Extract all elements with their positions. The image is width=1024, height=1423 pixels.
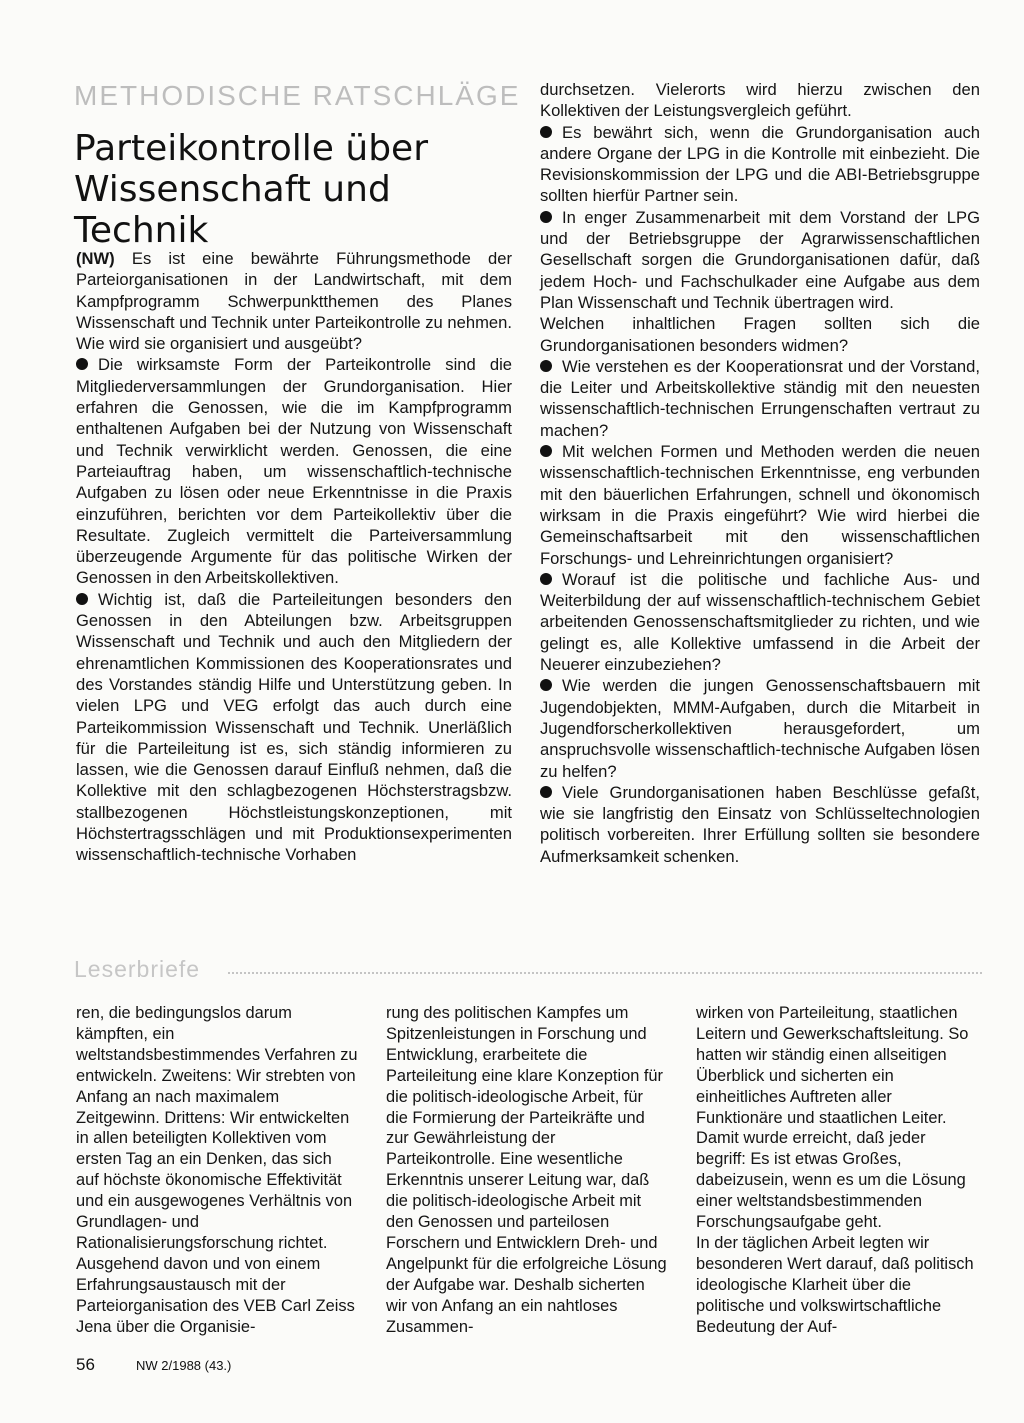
paragraph-text: durchsetzen. Vielerorts wird hierzu zwischen den Kollektiven der Leistungsvergleich geführt.: [540, 80, 980, 121]
issue-reference: NW 2/1988 (43.): [136, 1358, 232, 1373]
bullet-icon: [540, 126, 552, 138]
bullet-icon: [540, 211, 552, 223]
bullet-icon: [76, 593, 88, 605]
paragraph-text: In der täglichen Arbeit legten wir besonderen Wert darauf, daß politisch ideologische Klarheit über die politische und volkswirtschaftliche Bedeutung der Auf-: [696, 1233, 974, 1336]
paragraph: [540, 441, 980, 569]
paragraph: [540, 782, 980, 867]
paragraph-text: Wichtig ist, daß die Parteileitungen besonders den Genossen in den Abteilungen bzw. Arbeitsgruppen Wissenschaft und Technik und auch den Mitgliedern der ehrenamtlichen Kommissionen des Kooperationsrates und des Vorstandes ständig Hilfe und Unterstützung geben. In vielen LPG und VEG erfolgt das auch durch eine Parteikommission Wissenschaft und Technik. Unerläßlich für die Parteileitung ist es, sich ständig informieren zu lassen, wie die Genossen darauf Einfluß nehmen, daß die Kollektive mit den schlagbezogenen Höchsterstragsbzw. stallbezogenen Höchstleistungskonzeptionen, mit Höchstertragsschlägen und mit Produktionsexperimenten wissenschaftlich-technische Vorhaben: [76, 589, 512, 865]
bullet-icon: [540, 786, 552, 798]
paragraph: [386, 1003, 668, 1338]
paragraph: [76, 248, 512, 333]
article-column-2: [540, 79, 980, 867]
paragraph-text: Es bewährt sich, wenn die Grundorganisation auch andere Organe der LPG in die Kontrolle mit einbezieht. Die Revisionskommission der LPG und die ABI-Betriebsgruppe sollten hierfür Partner sein.: [540, 122, 980, 206]
paragraph-text: In enger Zusammenarbeit mit dem Vorstand der LPG und der Betriebsgruppe der Agrarwissenschaftlichen Gesellschaft sorgen die Grundorganisationen dafür, daß jedem Hoch- und Fachschulkader eine Aufgabe aus dem Plan Wissenschaft und Technik übertragen wird.: [540, 207, 980, 312]
paragraph-text: Die wirksamste Form der Parteikontrolle sind die Mitgliederversammlungen der Grundorganisation. Hier erfahren die Genossen, wie die im Kampfprogramm enthaltenen Aufgaben bei der Nutzung von Wissenschaft und Technik verwirklicht werden. Genossen, die eine Parteiauftrag haben, um wissenschaftlich-technische Aufgaben zu lösen oder neue Erkenntnisse in die Praxis einzuführen, berichten vor dem Parteikollektiv über die Resultate. Zugleich vermittelt die Parteiversammlung überzeugende Argumente für das politische Wirken der Genossen in den Arbeitskollektiven.: [76, 355, 512, 588]
paragraph: [76, 1003, 358, 1254]
letters-column-3: [696, 1003, 978, 1338]
letters-column-1: [76, 1003, 358, 1338]
paragraph-text: Es ist eine bewährte Führungsmethode der Parteiorganisationen in der Landwirtschaft, mit dem Kampfprogramm Schwerpunktthemen des Planes Wissenschaft und Technik unter Parteikontrolle zu nehmen.: [76, 249, 512, 332]
letters-section-label: Leserbriefe: [74, 956, 201, 982]
paragraph: [540, 313, 980, 356]
bullet-icon: [540, 679, 552, 691]
paragraph-text: wirken von Parteileitung, staatlichen Leitern und Gewerkschaftsleitung. So hatten wir ständig einen allseitigen Überblick und sicherten ein einheitliches Auftreten aller Funktionäre und staatlichen Leiter. Damit wurde erreicht, daß jeder begriff: Es ist etwas Großes, dabeizusein, wenn es um die Lösung einer weltstandsbestimmenden Forschungsaufgabe geht.: [696, 1004, 969, 1232]
paragraph-text: Mit welchen Formen und Methoden werden die neuen wissenschaftlich-technischen Erkenntnisse, eng verbunden mit den bäuerlichen Erfahrungen, schnell und ökonomisch wirksam in die Praxis eingeführt? Wie wird hierbei die Gemeinschaftsarbeit mit den wissenschaftlichen Forschungs- und Lehreinrichtungen organisiert?: [540, 442, 980, 568]
bullet-icon: [540, 360, 552, 372]
paragraph: [76, 1254, 358, 1338]
paragraph-text: Wie werden die jungen Genossenschaftsbauern mit Jugendobjekten, MMM-Aufgaben, durch die Mitarbeit in Jugendforscherkollektiven herausgefordert, um anspruchsvolle wissenschaftlich-technische Aufgaben lösen zu helfen?: [540, 676, 980, 781]
letters-column-2: [386, 1003, 668, 1338]
paragraph-text: ren, die bedingungslos darum kämpften, ein weltstandsbestimmendes Verfahren zu entwickeln. Zweitens: Wir strebten von Anfang an nach maximalem Zeitgewinn. Drittens: Wir entwickelten in allen beteiligten Kollektiven vom ersten Tag an ein Denken, das sich auf höchste ökonomische Effektivität und ein ausgewogenes Verhältnis von Grundlagen- und Rationalisierungsforschung richtet.: [76, 1004, 358, 1252]
section-kicker: METHODISCHE RATSCHLÄGE: [74, 80, 521, 111]
paragraph: [540, 79, 980, 122]
paragraph-text: Worauf ist die politische und fachliche Aus- und Weiterbildung der auf wissenschaftlich-technischem Gebiet arbeitenden Genossenschaftsmitglieder zu richten, und wie gelingt es, alle Kollektive umfassend in die Arbeit der Neuerer einzubeziehen?: [540, 569, 980, 675]
paragraph-text: Viele Grundorganisationen haben Beschlüsse gefaßt, wie sie langfristig den Einsatz von Schlüsseltechnologien politisch vorbereiten. Ihrer Erfüllung sollten sie besondere Aufmerksamkeit schenken.: [540, 782, 980, 866]
paragraph: [540, 675, 980, 781]
section-divider: [228, 972, 982, 974]
source-tag: (NW): [76, 249, 115, 268]
paragraph-text: Wie wird sie organisiert und ausgeübt?: [76, 334, 362, 354]
paragraph: [76, 589, 512, 866]
bullet-icon: [540, 573, 552, 585]
paragraph-text: Wie verstehen es der Kooperationsrat und der Vorstand, die Leiter und Arbeitskollektive ständig mit den neuesten wissenschaftlich-technischen Errungenschaften vertraut zu machen?: [540, 356, 980, 440]
bullet-icon: [76, 358, 88, 370]
paragraph: [540, 569, 980, 675]
paragraph-text: rung des politischen Kampfes um Spitzenleistungen in Forschung und Entwicklung, erarbeitete die Parteileitung eine klare Konzeption für die politisch-ideologische Arbeit, für die Formierung der Parteikräfte und zur Gewährleistung der Parteikontrolle. Eine wesentliche Erkenntnis unserer Leitung war, daß die politisch-ideologische Arbeit mit den Genossen und parteilosen Forschern und Entwicklern Dreh- und Angelpunkt für die erfolgreiche Lösung der Aufgabe war. Deshalb sicherten wir von Anfang an ein nahtloses Zusammen-: [386, 1004, 667, 1336]
paragraph: [696, 1233, 978, 1338]
paragraph-text: Ausgehend davon und von einem Erfahrungsaustausch mit der Parteiorganisation des VEB Carl Zeiss Jena über die Organisie-: [76, 1254, 355, 1336]
paragraph-text: Welchen inhaltlichen Fragen sollten sich die Grundorganisationen besonders widmen?: [540, 314, 980, 355]
page-number: 56: [76, 1355, 95, 1374]
paragraph: [540, 207, 980, 313]
paragraph: [540, 122, 980, 207]
paragraph: [76, 354, 512, 588]
paragraph: [76, 333, 512, 354]
paragraph: [540, 356, 980, 441]
article-column-1: [76, 248, 512, 866]
article-headline: Parteikontrolle über Wissenschaft und Technik: [74, 128, 428, 251]
bullet-icon: [540, 445, 552, 457]
paragraph: [696, 1003, 978, 1233]
